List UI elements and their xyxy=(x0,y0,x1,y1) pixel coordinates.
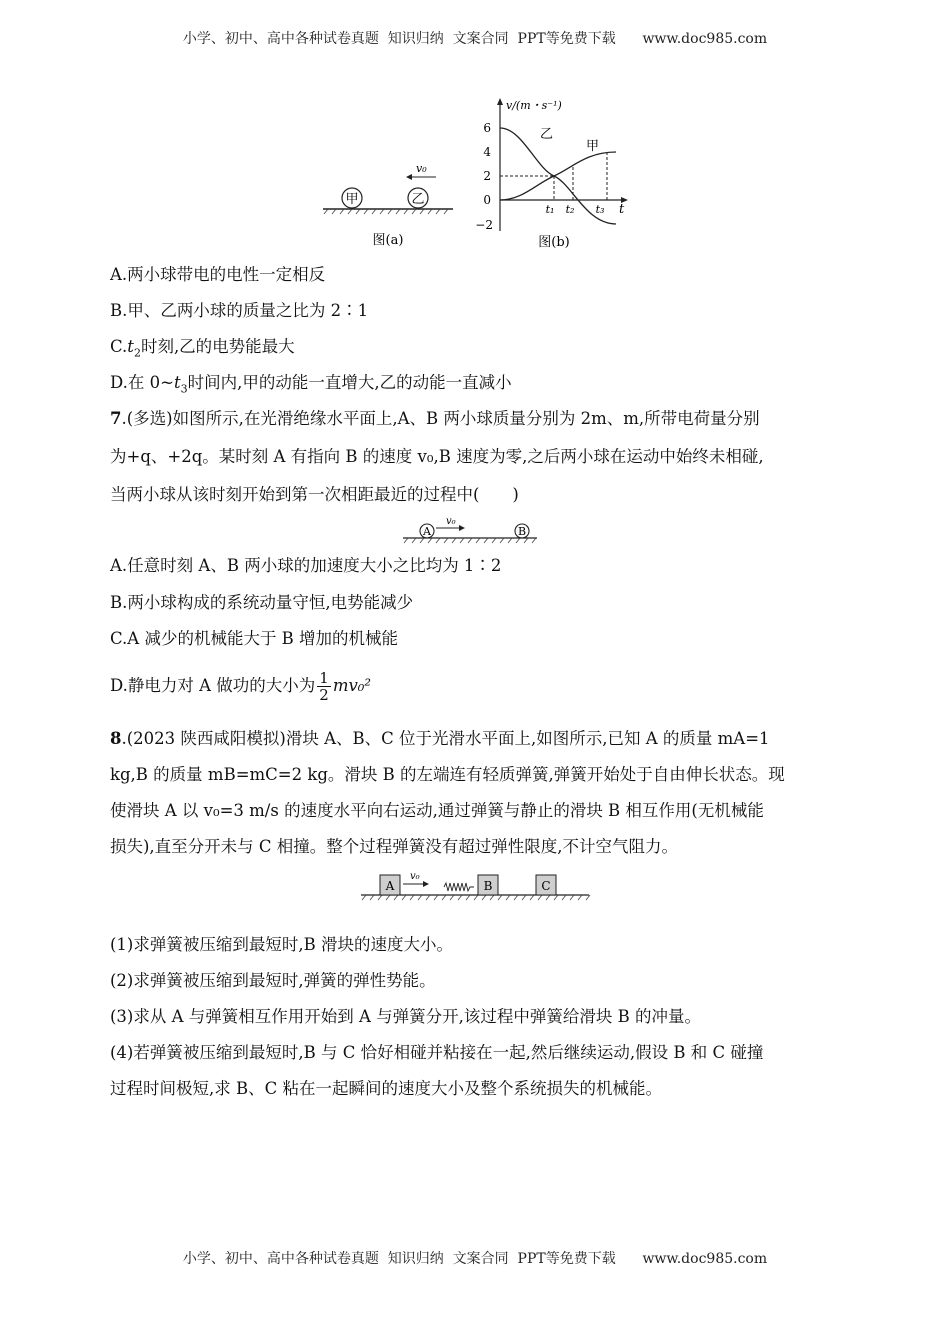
q7-option-a: A.任意时刻 A、B 两小球的加速度大小之比均为 1∶2 xyxy=(110,556,502,575)
q7-stem-line3: 当两小球从该时刻开始到第一次相距最近的过程中( ) xyxy=(110,485,519,504)
page-footer: 小学、初中、高中各种试卷真题 知识归纳 文案合同 PPT等免费下载 www.doc985.com xyxy=(182,1251,768,1267)
block-b-label: B xyxy=(483,879,493,893)
velocity-label-q8: v₀ xyxy=(410,871,420,882)
q8-stem-line3: 使滑块 A 以 v₀=3 m/s 的速度水平向右运动,通过弹簧与静止的滑块 B 相互作用(无机械能 xyxy=(110,801,764,820)
figure-b xyxy=(470,96,640,250)
q6-option-b: B.甲、乙两小球的质量之比为 2∶1 xyxy=(110,301,369,320)
q8-part-3: (3)求从 A 与弹簧相互作用开始到 A 与弹簧分开,该过程中弹簧给滑块 B 的冲量。 xyxy=(110,1007,702,1026)
q8-stem-line4: 损失),直至分开未与 C 相撞。整个过程弹簧没有超过弹性限度,不计空气阻力。 xyxy=(110,837,679,856)
curve-label-jia: 甲 xyxy=(586,139,600,154)
q6-option-a: A.两小球带电的电性一定相反 xyxy=(110,265,326,284)
block-a-label: A xyxy=(385,879,395,893)
y-tick: 4 xyxy=(483,145,491,159)
ball-jia-label: 甲 xyxy=(345,192,359,207)
q8-stem-line2: kg,B 的质量 mB=mC=2 kg。滑块 B 的左端连有轻质弹簧,弹簧开始处于自由伸长状态。现 xyxy=(110,765,785,784)
page-header: 小学、初中、高中各种试卷真题 知识归纳 文案合同 PPT等免费下载 www.doc985.com xyxy=(182,31,768,47)
figure-q7 xyxy=(400,514,540,544)
velocity-label-a: v₀ xyxy=(416,162,427,175)
fraction: $\frac{1}{2}$ xyxy=(319,669,329,704)
ball-b-label: B xyxy=(517,525,527,538)
q7-option-c: C.A 减少的机械能大于 B 增加的机械能 xyxy=(110,629,399,648)
y-axis-label: v/(m・s⁻¹) xyxy=(506,99,562,112)
q7-option-b: B.两小球构成的系统动量守恒,电势能减少 xyxy=(110,593,414,612)
q8-part-4-line2: 过程时间极短,求 B、C 粘在一起瞬间的速度大小及整个系统损失的机械能。 xyxy=(110,1079,662,1098)
x-tick: t₁ xyxy=(545,203,555,216)
caption-a: 图(a) xyxy=(372,233,404,248)
spring xyxy=(444,883,474,891)
curve-label-yi: 乙 xyxy=(540,127,554,142)
q8-stem-line1: 8.(2023 陕西咸阳模拟)滑块 A、B、C 位于光滑水平面上,如图所示,已知 A 的质量 mA=1 xyxy=(110,729,770,748)
q6-option-c: $C.t_2$时刻,乙的电势能最大 xyxy=(110,337,295,360)
y-tick: 0 xyxy=(483,193,491,207)
ball-a-label: A xyxy=(423,525,431,538)
x-tick: t₃ xyxy=(595,203,605,216)
ball-yi-label: 乙 xyxy=(411,192,425,207)
y-tick: 2 xyxy=(483,169,491,183)
x-tick: t₂ xyxy=(565,203,575,216)
y-tick: −2 xyxy=(475,218,493,232)
q8-part-1: (1)求弹簧被压缩到最短时,B 滑块的速度大小。 xyxy=(110,935,453,954)
q7-option-d: D.静电力对 A 做功的大小为 $\frac{1}{2}$ mv₀² xyxy=(110,669,372,704)
block-c-label: C xyxy=(541,879,551,893)
q8-part-2: (2)求弹簧被压缩到最短时,弹簧的弹性势能。 xyxy=(110,971,436,990)
figure-q8 xyxy=(358,868,592,904)
q7-stem-line1: 7.(多选)如图所示,在光滑绝缘水平面上,A、B 两小球质量分别为 2m、m,所带电荷量分别 xyxy=(110,409,760,428)
q6-option-d: D.在 $0\sim t_3$时间内,甲的动能一直增大,乙的动能一直减小 xyxy=(110,373,512,396)
y-tick: 6 xyxy=(483,121,491,135)
velocity-label-q7: v₀ xyxy=(446,516,456,527)
figure-a xyxy=(318,150,458,250)
caption-b: 图(b) xyxy=(538,235,570,250)
q8-part-4-line1: (4)若弹簧被压缩到最短时,B 与 C 恰好相碰并粘接在一起,然后继续运动,假设 B 和 C 碰撞 xyxy=(110,1043,764,1062)
q7-stem-line2: 为+q、+2q。某时刻 A 有指向 B 的速度 v₀,B 速度为零,之后两小球在运动中始终未相碰, xyxy=(110,447,764,466)
x-axis-label: t xyxy=(619,202,625,217)
